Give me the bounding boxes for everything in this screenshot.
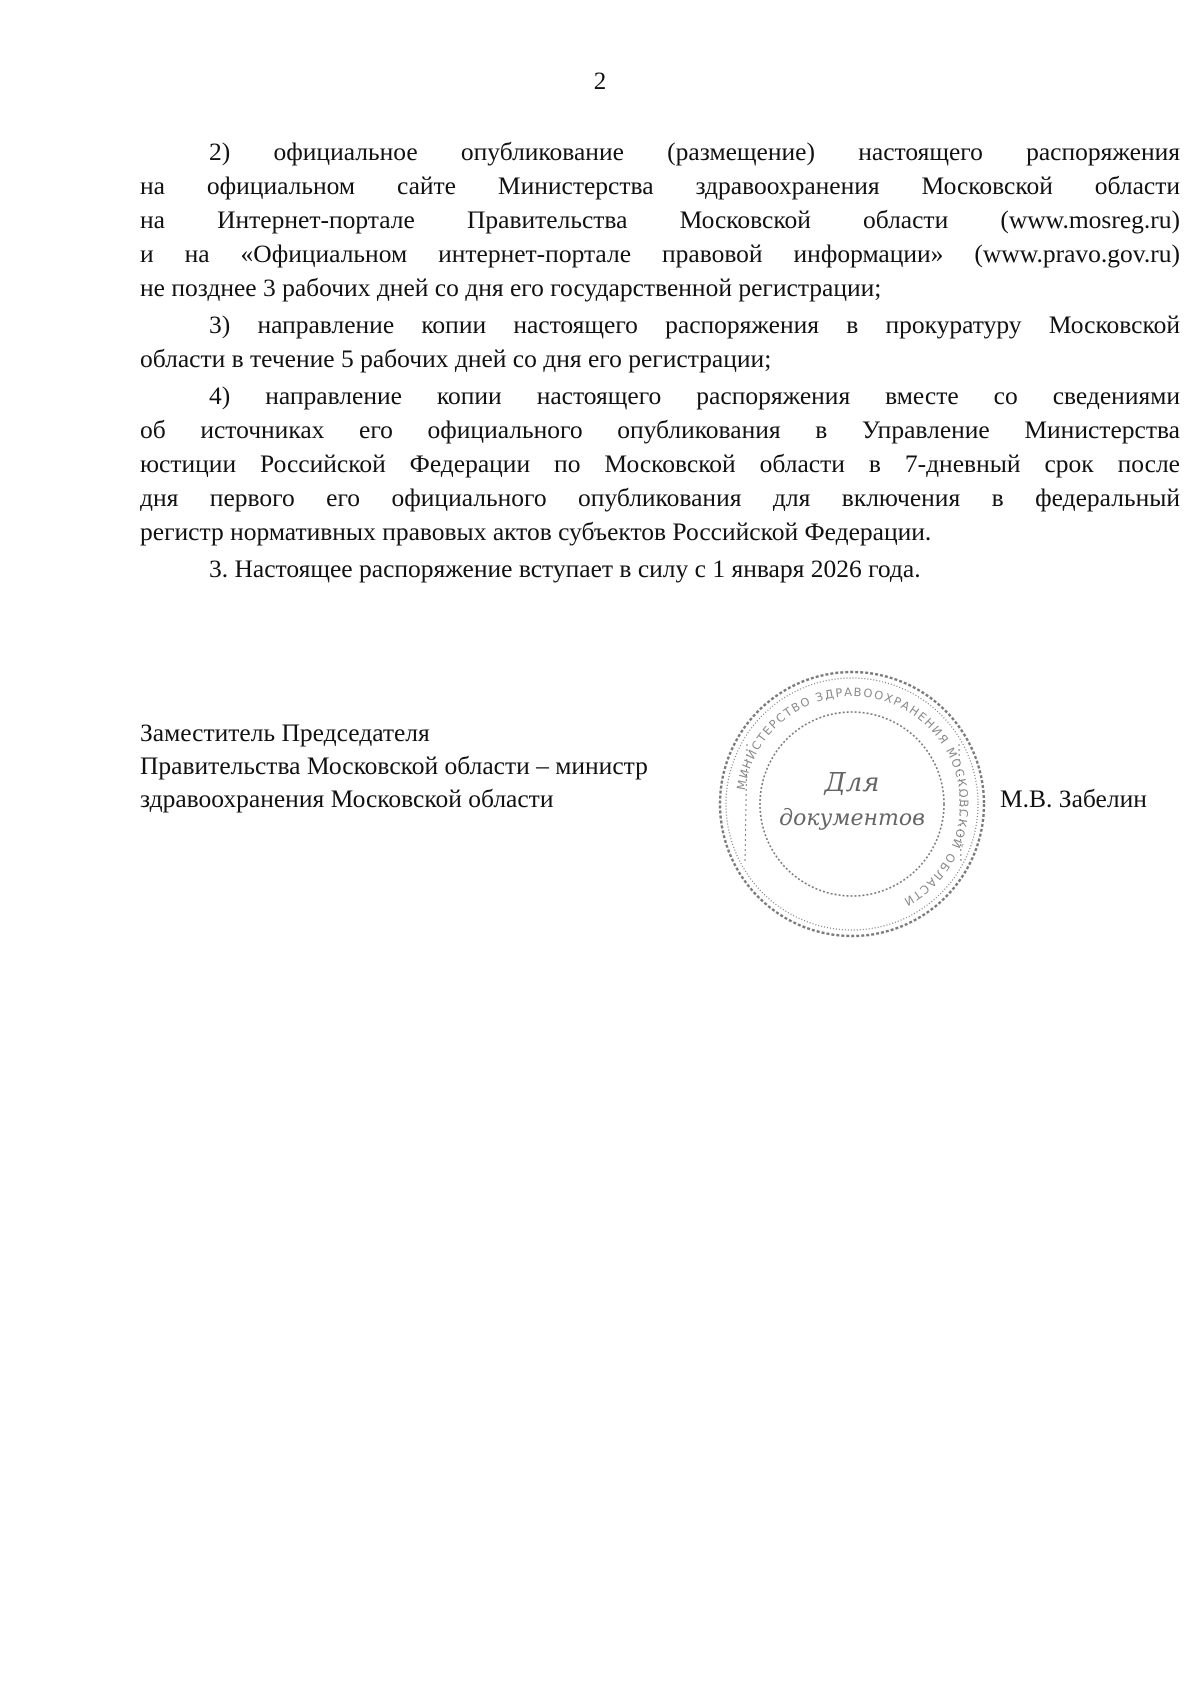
text-line: 3. Настоящее распоряжение вступает в силу с 1 января 2026 года.	[209, 554, 921, 583]
signatory-title	[140, 716, 648, 815]
signatory-title-line: здравоохранения Московской области	[140, 784, 554, 813]
text-line: на Интернет-портале Правительства Московской области (www.mosreg.ru)	[140, 205, 1180, 234]
paragraph-item-3	[140, 308, 1180, 376]
text-line: 4) направление копии настоящего распоряжения вместе со сведениями	[209, 381, 1180, 410]
text-line: области в течение 5 рабочих дней со дня его регистрации;	[140, 344, 772, 373]
text-line: дня первого его официального опубликования для включения в федеральный	[140, 483, 1180, 512]
text-line: юстиции Российской Федерации по Московской области в 7-дневный срок после	[140, 449, 1180, 478]
signatory-title-line: Правительства Московской области – министр	[140, 751, 648, 780]
text-line: регистр нормативных правовых актов субъектов Российской Федерации.	[140, 517, 932, 546]
text-line: не позднее 3 рабочих дней со дня его государственной регистрации;	[140, 273, 882, 302]
stamp-ring-text: МИНИСТЕРСТВО ЗДРАВООХРАНЕНИЯ МОСКОВСКОЙ ОБЛАСТИ	[733, 684, 972, 910]
signatory-title-line: Заместитель Председателя	[140, 718, 430, 747]
stamp-center-line-2: документов	[779, 806, 925, 831]
page-number: 2	[593, 68, 607, 95]
text-line: на официальном сайте Министерства здравоохранения Московской области	[140, 171, 1180, 200]
paragraph-item-2	[140, 135, 1180, 305]
paragraph-clause-3	[140, 552, 1180, 586]
document-body	[140, 135, 1180, 589]
text-line: 2) официальное опубликование (размещение) настоящего распоряжения	[209, 137, 1180, 166]
signatory-name: М.В. Забелин	[1000, 784, 1147, 813]
official-stamp-seal	[712, 664, 992, 944]
stamp-center-line-1: Для	[824, 768, 880, 798]
text-line: об источниках его официального опубликования в Управление Министерства	[140, 415, 1180, 444]
paragraph-item-4	[140, 379, 1180, 549]
text-line: 3) направление копии настоящего распоряжения в прокуратуру Московской	[209, 310, 1180, 339]
text-line: и на «Официальном интернет-портале правовой информации» (www.pravo.gov.ru)	[140, 239, 1180, 268]
